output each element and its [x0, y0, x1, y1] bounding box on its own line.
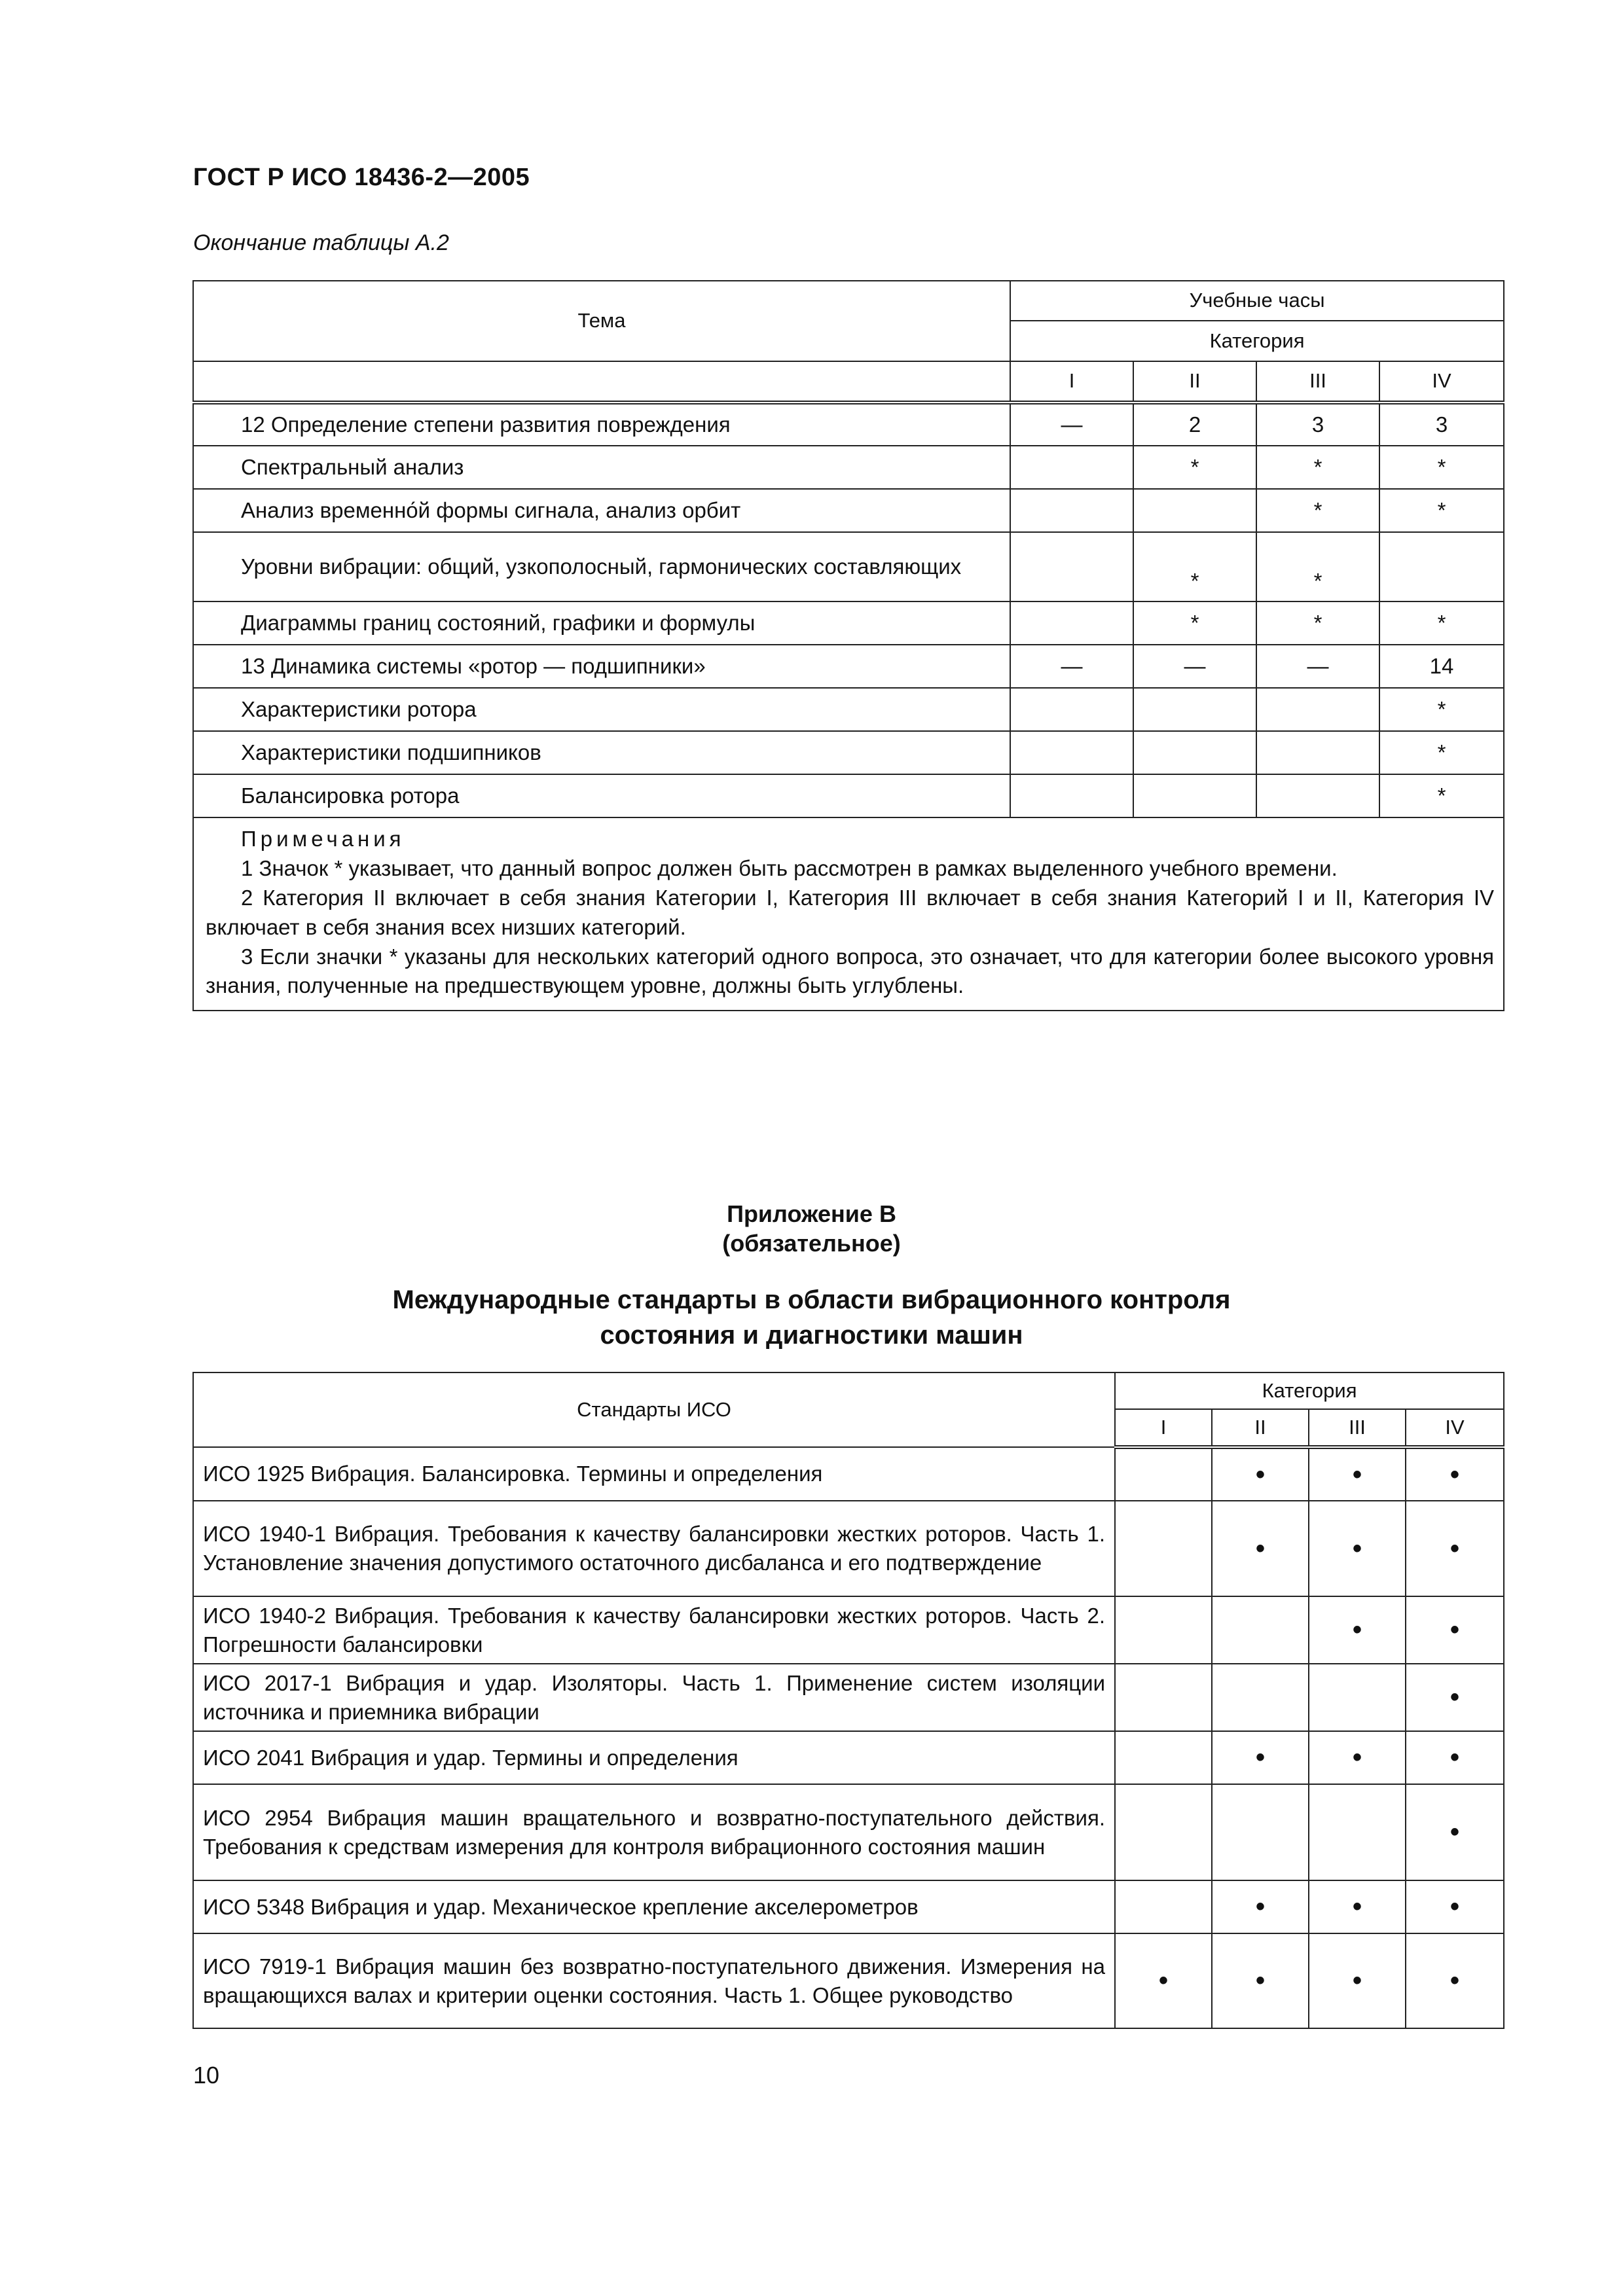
- cell-value: *: [1379, 601, 1504, 645]
- note-item: 3 Если значки * указаны для нескольких категорий одного вопроса, это означает, что для категории более высокого уровня знания, полученные на предшествующем уровне, должны быть углублены.: [206, 944, 1495, 998]
- standard-text: ИСО 7919-1 Вибрация машин без возвратно-поступательного движения. Измерения на вращающихся валах и критерии оценки состояния. Часть 1. Общее руководство: [193, 1933, 1115, 2028]
- cell-value: [1133, 774, 1256, 817]
- document-header: ГОСТ Р ИСО 18436-2—2005: [193, 164, 530, 191]
- col-header-category: Категория: [1010, 321, 1504, 361]
- table-row: [193, 1933, 1504, 2028]
- table-row: [193, 645, 1504, 688]
- cell-value: [1256, 688, 1379, 731]
- cell-value: *: [1256, 601, 1379, 645]
- cell-value: *: [1379, 688, 1504, 731]
- cell-mark: [1115, 1664, 1212, 1731]
- cell-value: [1133, 688, 1256, 731]
- topic-text: Анализ временно́й формы сигнала, анализ орбит: [241, 498, 741, 523]
- col-header-topic: Тема: [193, 281, 1010, 361]
- appendix-title-line2: состояния и диагностики машин: [600, 1321, 1023, 1350]
- table-row: [193, 532, 1504, 601]
- cell-value: [1010, 731, 1133, 774]
- cell-mark: •: [1309, 1447, 1406, 1501]
- table-row: [193, 1784, 1504, 1880]
- cell-value: [1010, 532, 1133, 601]
- note-item: 2 Категория II включает в себя знания Категории I, Категория III включает в себя знания Категорий I и II, Категория IV включает в себя знания всех низших категорий.: [206, 885, 1495, 939]
- standard-text: ИСО 1940-2 Вибрация. Требования к качеству балансировки жестких роторов. Часть 2. Погрешности балансировки: [193, 1596, 1115, 1664]
- cell-mark: [1115, 1447, 1212, 1501]
- col-header-cat-3: III: [1256, 361, 1379, 403]
- col-header-standards: Стандарты ИСО: [193, 1372, 1115, 1447]
- table-row: [193, 774, 1504, 817]
- table-row: [193, 1664, 1504, 1731]
- table-row: [193, 1501, 1504, 1596]
- cell-mark: •: [1309, 1933, 1406, 2028]
- cell-mark: [1309, 1784, 1406, 1880]
- table-a2-caption: Окончание таблицы А.2: [193, 230, 449, 255]
- topic-text: Характеристики подшипников: [241, 740, 541, 765]
- cell-mark: •: [1309, 1880, 1406, 1933]
- cell-value: 2: [1133, 403, 1256, 446]
- topic-text: Спектральный анализ: [241, 455, 464, 480]
- topic-text: 12 Определение степени развития повреждения: [241, 412, 731, 437]
- cell-mark: [1115, 1501, 1212, 1596]
- appendix-label: Приложение В: [727, 1200, 896, 1227]
- cell-value: —: [1010, 403, 1133, 446]
- table-row: [193, 1731, 1504, 1784]
- table-row: [193, 1880, 1504, 1933]
- cell-mark: •: [1212, 1933, 1309, 2028]
- table-row: [193, 446, 1504, 489]
- cell-value: *: [1256, 532, 1379, 601]
- cell-value: 14: [1379, 645, 1504, 688]
- appendix-title-line1: Международные стандарты в области вибрационного контроля: [392, 1285, 1231, 1314]
- notes-row: [193, 817, 1504, 1011]
- cell-mark: •: [1309, 1731, 1406, 1784]
- table-row: [193, 688, 1504, 731]
- cell-mark: •: [1309, 1596, 1406, 1664]
- cell-mark: [1309, 1664, 1406, 1731]
- cell-mark: •: [1406, 1501, 1504, 1596]
- cell-mark: [1115, 1880, 1212, 1933]
- topic-text: Балансировка ротора: [241, 783, 460, 808]
- cell-mark: •: [1309, 1501, 1406, 1596]
- table-row: [193, 731, 1504, 774]
- standard-text: ИСО 1925 Вибрация. Балансировка. Термины и определения: [193, 1447, 1115, 1501]
- cell-mark: •: [1406, 1447, 1504, 1501]
- cell-mark: •: [1406, 1731, 1504, 1784]
- col-header-hours: Учебные часы: [1010, 281, 1504, 321]
- col-header-cat-3: III: [1309, 1409, 1406, 1447]
- cell-value: —: [1256, 645, 1379, 688]
- cell-mark: •: [1406, 1933, 1504, 2028]
- cell-mark: •: [1406, 1664, 1504, 1731]
- table-row: [193, 601, 1504, 645]
- table-row: [193, 489, 1504, 532]
- cell-value: *: [1133, 601, 1256, 645]
- table-row: [193, 1596, 1504, 1664]
- col-header-cat-4: IV: [1379, 361, 1504, 403]
- cell-mark: [1212, 1596, 1309, 1664]
- topic-text: Уровни вибрации: общий, узкополосный, гармонических составляющих: [241, 554, 962, 579]
- standard-text: ИСО 2041 Вибрация и удар. Термины и определения: [193, 1731, 1115, 1784]
- topic-text: Характеристики ротора: [241, 697, 477, 722]
- col-header-cat-2: II: [1133, 361, 1256, 403]
- table-row: [193, 403, 1504, 446]
- cell-value: —: [1010, 645, 1133, 688]
- page-number: 10: [193, 2062, 220, 2089]
- cell-value: [1133, 731, 1256, 774]
- cell-value: [1256, 774, 1379, 817]
- cell-mark: [1115, 1731, 1212, 1784]
- cell-mark: •: [1406, 1880, 1504, 1933]
- cell-value: [1010, 446, 1133, 489]
- cell-mark: •: [1115, 1933, 1212, 2028]
- cell-value: *: [1379, 489, 1504, 532]
- cell-mark: [1212, 1664, 1309, 1731]
- cell-mark: •: [1212, 1731, 1309, 1784]
- cell-value: [1133, 489, 1256, 532]
- cell-value: [1256, 731, 1379, 774]
- cell-value: [1010, 774, 1133, 817]
- cell-value: [1010, 688, 1133, 731]
- notes-cell: [193, 817, 1504, 1011]
- col-header-empty: [193, 361, 1010, 403]
- col-header-cat-1: I: [1115, 1409, 1212, 1447]
- cell-value: *: [1379, 731, 1504, 774]
- col-header-cat-2: II: [1212, 1409, 1309, 1447]
- topic-text: 13 Динамика системы «ротор — подшипники»: [241, 654, 706, 679]
- col-header-cat-4: IV: [1406, 1409, 1504, 1447]
- cell-value: *: [1379, 774, 1504, 817]
- cell-mark: •: [1212, 1880, 1309, 1933]
- standard-text: ИСО 1940-1 Вибрация. Требования к качеству балансировки жестких роторов. Часть 1. Установление значения допустимого остаточного дисбаланса и его подтверждение: [193, 1501, 1115, 1596]
- appendix-status: (обязательное): [722, 1230, 901, 1257]
- cell-value: [1010, 601, 1133, 645]
- cell-mark: [1115, 1784, 1212, 1880]
- cell-value: 3: [1379, 403, 1504, 446]
- cell-value: —: [1133, 645, 1256, 688]
- cell-value: [1379, 532, 1504, 601]
- note-item: 1 Значок * указывает, что данный вопрос должен быть рассмотрен в рамках выделенного учебного времени.: [241, 855, 1338, 880]
- standard-text: ИСО 2017-1 Вибрация и удар. Изоляторы. Часть 1. Применение систем изоляции источника и приемника вибрации: [193, 1664, 1115, 1731]
- cell-value: *: [1133, 446, 1256, 489]
- cell-value: *: [1379, 446, 1504, 489]
- standard-text: ИСО 5348 Вибрация и удар. Механическое крепление акселерометров: [193, 1880, 1115, 1933]
- cell-mark: •: [1406, 1784, 1504, 1880]
- cell-value: *: [1256, 446, 1379, 489]
- col-header-cat-1: I: [1010, 361, 1133, 403]
- topic-text: Диаграммы границ состояний, графики и формулы: [241, 611, 756, 636]
- cell-mark: [1115, 1596, 1212, 1664]
- cell-mark: [1212, 1784, 1309, 1880]
- cell-mark: •: [1212, 1501, 1309, 1596]
- col-header-category: Категория: [1115, 1372, 1504, 1409]
- cell-value: 3: [1256, 403, 1379, 446]
- cell-value: *: [1133, 532, 1256, 601]
- table-b: [192, 1372, 1504, 2029]
- standard-text: ИСО 2954 Вибрация машин вращательного и возвратно-поступательного действия. Требования к средствам измерения для контроля вибрационного состояния машин: [193, 1784, 1115, 1880]
- cell-value: [1010, 489, 1133, 532]
- cell-mark: •: [1212, 1447, 1309, 1501]
- cell-mark: •: [1406, 1596, 1504, 1664]
- notes-title: Примечания: [241, 827, 405, 851]
- table-a2: [192, 280, 1504, 1011]
- cell-value: *: [1256, 489, 1379, 532]
- table-row: [193, 1447, 1504, 1501]
